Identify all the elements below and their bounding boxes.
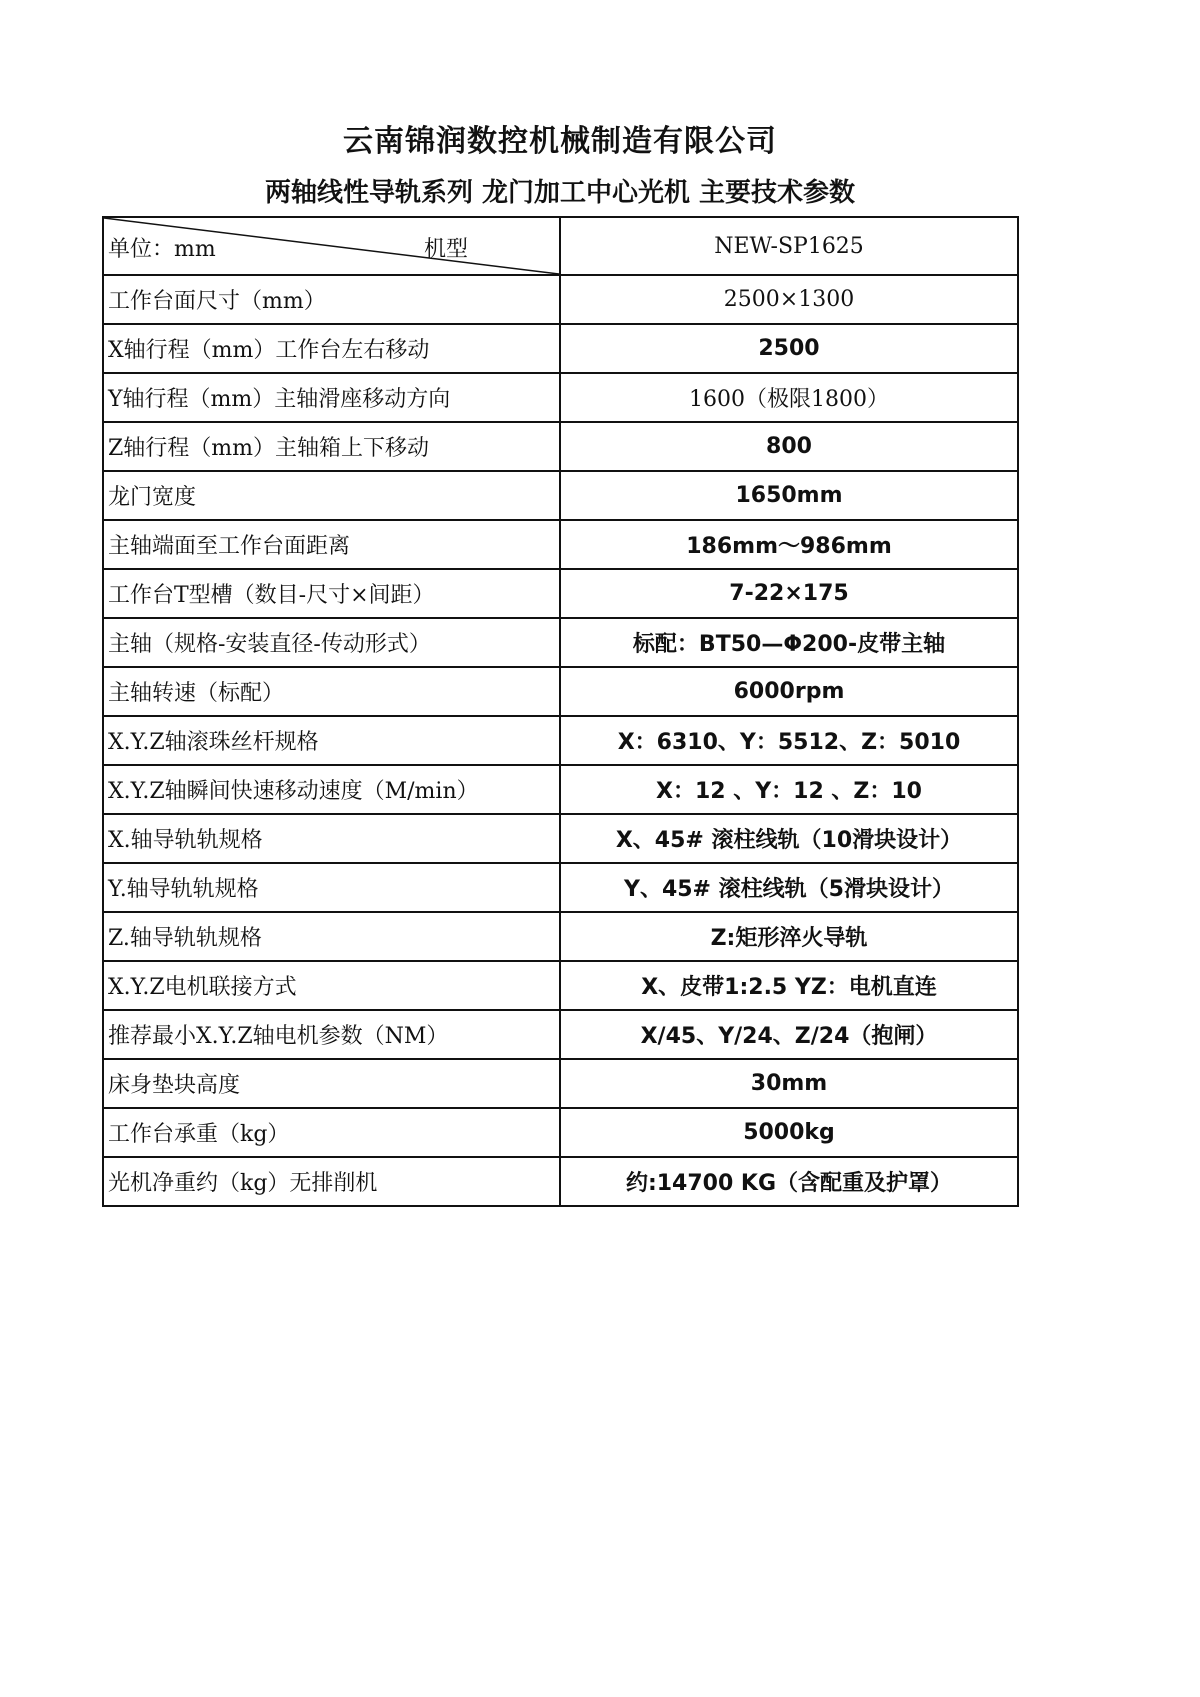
table-row [103, 912, 1018, 961]
table-row [103, 1157, 1018, 1206]
table-row [103, 667, 1018, 716]
row-label: 主轴（规格-安装直径-传动形式） [103, 618, 560, 667]
header-diagonal-cell [103, 217, 560, 275]
unit-label: 单位：mm [108, 237, 216, 262]
row-label: X.Y.Z轴滚珠丝杆规格 [103, 716, 560, 765]
row-value: 30mm [560, 1059, 1018, 1108]
row-label: Y轴行程（mm）主轴滑座移动方向 [103, 373, 560, 422]
document-subtitle: 两轴线性导轨系列 龙门加工中心光机 主要技术参数 [264, 178, 856, 208]
row-label: 主轴端面至工作台面距离 [103, 520, 560, 569]
table-row [103, 1010, 1018, 1059]
row-value: X、皮带1:2.5 YZ：电机直连 [560, 961, 1018, 1010]
row-value: X：6310、Y：5512、Z：5010 [560, 716, 1018, 765]
row-value: X：12 、Y：12 、Z：10 [560, 765, 1018, 814]
row-value: 800 [560, 422, 1018, 471]
row-label: 床身垫块高度 [103, 1059, 560, 1108]
row-label: 光机净重约（kg）无排削机 [103, 1157, 560, 1206]
model-label: 机型 [424, 237, 469, 262]
row-value: 1650mm [560, 471, 1018, 520]
company-name: 云南锦润数控机械制造有限公司 [343, 124, 777, 159]
table-row [103, 373, 1018, 422]
row-label: 推荐最小X.Y.Z轴电机参数（NM） [103, 1010, 560, 1059]
model-value: NEW-SP1625 [560, 217, 1018, 275]
row-value: 6000rpm [560, 667, 1018, 716]
row-label: X.轴导轨轨规格 [103, 814, 560, 863]
table-row [103, 422, 1018, 471]
table-row [103, 520, 1018, 569]
table-row [103, 471, 1018, 520]
table-row [103, 765, 1018, 814]
row-label: 工作台面尺寸（mm） [103, 275, 560, 324]
row-label: 主轴转速（标配） [103, 667, 560, 716]
row-label: X轴行程（mm）工作台左右移动 [103, 324, 560, 373]
table-row [103, 716, 1018, 765]
row-label: X.Y.Z电机联接方式 [103, 961, 560, 1010]
row-value: Y、45# 滚柱线轨（5滑块设计） [560, 863, 1018, 912]
table-row [103, 863, 1018, 912]
row-value: 7-22×175 [560, 569, 1018, 618]
row-value: X、45# 滚柱线轨（10滑块设计） [560, 814, 1018, 863]
table-row [103, 1108, 1018, 1157]
row-label: 工作台承重（kg） [103, 1108, 560, 1157]
row-value: 标配：BT50—Φ200-皮带主轴 [560, 618, 1018, 667]
row-label: X.Y.Z轴瞬间快速移动速度（M/min） [103, 765, 560, 814]
table-row [103, 1059, 1018, 1108]
row-value: 5000kg [560, 1108, 1018, 1157]
row-label: Y.轴导轨轨规格 [103, 863, 560, 912]
row-label: 工作台T型槽（数目-尺寸×间距） [103, 569, 560, 618]
table-row [103, 569, 1018, 618]
row-value: Z:矩形淬火导轨 [560, 912, 1018, 961]
row-label: 龙门宽度 [103, 471, 560, 520]
row-value: 186mm～986mm [560, 520, 1018, 569]
table-row [103, 961, 1018, 1010]
table-row [103, 814, 1018, 863]
spec-table [102, 216, 1019, 1207]
row-value: 2500×1300 [560, 275, 1018, 324]
row-label: Z轴行程（mm）主轴箱上下移动 [103, 422, 560, 471]
row-value: 2500 [560, 324, 1018, 373]
row-value: 1600（极限1800） [560, 373, 1018, 422]
row-label: Z.轴导轨轨规格 [103, 912, 560, 961]
table-row [103, 275, 1018, 324]
table-header-row [103, 217, 1018, 275]
table-row [103, 618, 1018, 667]
table-row [103, 324, 1018, 373]
row-value: X/45、Y/24、Z/24（抱闸） [560, 1010, 1018, 1059]
row-value: 约:14700 KG（含配重及护罩） [560, 1157, 1018, 1206]
